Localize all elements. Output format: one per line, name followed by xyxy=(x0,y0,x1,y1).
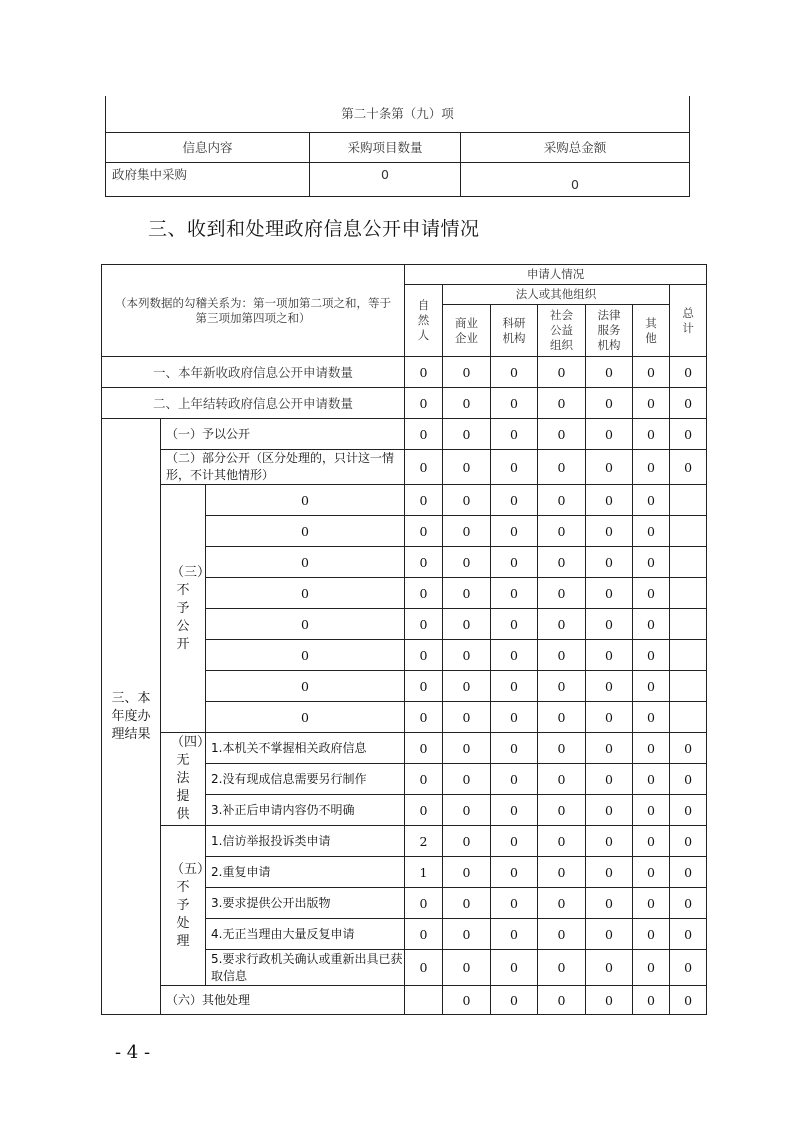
value-cell: 0 xyxy=(405,733,443,764)
value-cell: 0 xyxy=(443,857,491,888)
value-cell: 0 xyxy=(405,609,443,640)
legal-col-header: 商业企业 xyxy=(443,305,491,357)
value-cell: 0 xyxy=(405,388,443,419)
value-cell: 0 xyxy=(586,485,633,516)
value-cell: 0 xyxy=(491,419,538,450)
legal-col-header: 其他 xyxy=(633,305,670,357)
value-cell: 0 xyxy=(538,986,586,1015)
value-cell: 0 xyxy=(443,357,491,388)
value-cell: 0 xyxy=(443,547,491,578)
value-cell: 0 xyxy=(538,919,586,950)
value-cell: 0 xyxy=(670,857,707,888)
value-cell: 0 xyxy=(538,609,586,640)
value-cell: 0 xyxy=(633,888,670,919)
value-cell: 0 xyxy=(670,826,707,857)
value-cell: 0 xyxy=(491,919,538,950)
sub-row-label: 3.要求提供公开出版物 xyxy=(206,888,405,919)
value-cell: 0 xyxy=(586,764,633,795)
value-cell: 0 xyxy=(538,640,586,671)
sub-row-label: 2.没有现成信息需要另行制作 xyxy=(206,764,405,795)
procurement-table xyxy=(105,96,690,197)
value-cell: 0 xyxy=(538,357,586,388)
value-cell: 0 xyxy=(586,826,633,857)
value-cell: 0 xyxy=(443,795,491,826)
value-cell: 0 xyxy=(633,733,670,764)
value-cell: 0 xyxy=(491,671,538,702)
value-cell: 0 xyxy=(443,419,491,450)
value-cell: 0 xyxy=(538,485,586,516)
page-number: - 4 - xyxy=(115,1042,151,1063)
value-cell: 0 xyxy=(491,547,538,578)
value-cell: 0 xyxy=(633,950,670,986)
value-cell xyxy=(670,609,707,640)
value-cell: 0 xyxy=(586,795,633,826)
value-cell: 0 xyxy=(405,578,443,609)
value-cell: 0 xyxy=(443,950,491,986)
procurement-row-amount: 0 xyxy=(461,162,690,196)
value-cell: 0 xyxy=(586,950,633,986)
value-cell: 0 xyxy=(538,388,586,419)
value-cell: 0 xyxy=(405,450,443,485)
value-cell: 0 xyxy=(633,764,670,795)
value-cell: 0 xyxy=(586,640,633,671)
procurement-row-count: 0 xyxy=(310,162,461,196)
value-cell: 0 xyxy=(443,888,491,919)
value-cell: 0 xyxy=(405,764,443,795)
value-cell: 0 xyxy=(491,609,538,640)
value-cell: 0 xyxy=(443,485,491,516)
value-cell: 0 xyxy=(633,702,670,733)
value-cell: 0 xyxy=(670,733,707,764)
value-cell: 0 xyxy=(538,795,586,826)
sub-row-label: 0 xyxy=(206,547,405,578)
sub-row-label: 0 xyxy=(206,516,405,547)
value-cell: 0 xyxy=(538,671,586,702)
value-cell: 0 xyxy=(586,450,633,485)
value-cell: 0 xyxy=(443,826,491,857)
legal-col-header: 科研机构 xyxy=(491,305,538,357)
value-cell: 0 xyxy=(586,733,633,764)
value-cell: 0 xyxy=(443,640,491,671)
value-cell: 0 xyxy=(670,795,707,826)
value-cell: 0 xyxy=(491,733,538,764)
value-cell: 0 xyxy=(633,795,670,826)
value-cell: 0 xyxy=(538,888,586,919)
value-cell: 0 xyxy=(670,888,707,919)
value-cell: 0 xyxy=(491,516,538,547)
value-cell: 0 xyxy=(443,702,491,733)
sub-row-label: 0 xyxy=(206,640,405,671)
value-cell: 0 xyxy=(538,702,586,733)
value-cell: 0 xyxy=(538,547,586,578)
value-cell: 0 xyxy=(538,950,586,986)
value-cell: 0 xyxy=(633,547,670,578)
value-cell xyxy=(670,547,707,578)
sub-row-label: 0 xyxy=(206,702,405,733)
row-disclosed: （一）予以公开 xyxy=(161,419,405,450)
value-cell: 0 xyxy=(491,640,538,671)
value-cell: 0 xyxy=(405,640,443,671)
value-cell: 0 xyxy=(586,609,633,640)
value-cell: 0 xyxy=(491,826,538,857)
procurement-header-count: 采购项目数量 xyxy=(310,132,461,162)
value-cell: 0 xyxy=(586,702,633,733)
legal-col-header: 社会公益组织 xyxy=(538,305,586,357)
sub-row-label: 0 xyxy=(206,609,405,640)
value-cell: 0 xyxy=(586,388,633,419)
value-cell: 0 xyxy=(405,888,443,919)
value-cell: 0 xyxy=(633,578,670,609)
value-cell: 0 xyxy=(491,950,538,986)
row-carried-over: 二、上年结转政府信息公开申请数量 xyxy=(102,388,405,419)
value-cell: 0 xyxy=(405,485,443,516)
row-new-applications: 一、本年新收政府信息公开申请数量 xyxy=(102,357,405,388)
value-cell: 0 xyxy=(633,671,670,702)
value-cell: 0 xyxy=(491,388,538,419)
value-cell: 0 xyxy=(538,764,586,795)
value-cell: 0 xyxy=(586,857,633,888)
value-cell xyxy=(670,702,707,733)
procurement-header-amount: 采购总金额 xyxy=(461,132,690,162)
value-cell: 0 xyxy=(633,857,670,888)
sub-row-label: 4.无正当理由大量反复申请 xyxy=(206,919,405,950)
section-title: 三、收到和处理政府信息公开申请情况 xyxy=(148,218,480,240)
value-cell: 0 xyxy=(538,516,586,547)
legal-col-header: 法律服务机构 xyxy=(586,305,633,357)
value-cell: 0 xyxy=(491,578,538,609)
group-not-disclosed: （三）不予公开 xyxy=(161,485,206,733)
application-stats-table xyxy=(101,264,707,1015)
value-cell: 0 xyxy=(633,516,670,547)
procurement-title: 第二十条第（九）项 xyxy=(106,96,690,132)
sub-row-label: 1.本机关不掌握相关政府信息 xyxy=(206,733,405,764)
value-cell: 0 xyxy=(405,950,443,986)
value-cell: 0 xyxy=(443,919,491,950)
value-cell: 0 xyxy=(633,419,670,450)
value-cell: 0 xyxy=(538,826,586,857)
sub-row-label: 2.重复申请 xyxy=(206,857,405,888)
value-cell: 0 xyxy=(586,516,633,547)
sub-row-label: 3.补正后申请内容仍不明确 xyxy=(206,795,405,826)
value-cell: 0 xyxy=(670,357,707,388)
value-cell: 0 xyxy=(405,671,443,702)
row-other-handling: （六）其他处理 xyxy=(161,986,405,1015)
value-cell: 0 xyxy=(633,826,670,857)
value-cell: 0 xyxy=(633,609,670,640)
value-cell: 0 xyxy=(538,419,586,450)
natural-person-header: 自然人 xyxy=(405,285,443,357)
sub-row-label: 5.要求行政机关确认或重新出具已获取信息 xyxy=(206,950,405,986)
value-cell: 0 xyxy=(443,450,491,485)
value-cell: 0 xyxy=(586,888,633,919)
value-cell: 0 xyxy=(670,388,707,419)
procurement-row-label: 政府集中采购 xyxy=(106,162,310,196)
value-cell: 0 xyxy=(586,919,633,950)
sub-row-label: 0 xyxy=(206,578,405,609)
value-cell xyxy=(670,485,707,516)
applicant-header: 申请人情况 xyxy=(405,265,707,285)
value-cell: 0 xyxy=(491,986,538,1015)
value-cell: 0 xyxy=(633,450,670,485)
value-cell: 0 xyxy=(405,419,443,450)
value-cell: 0 xyxy=(586,578,633,609)
value-cell: 0 xyxy=(586,671,633,702)
value-cell: 0 xyxy=(633,986,670,1015)
value-cell xyxy=(670,578,707,609)
value-cell: 0 xyxy=(633,919,670,950)
value-cell: 0 xyxy=(491,485,538,516)
value-cell: 0 xyxy=(670,450,707,485)
value-cell: 0 xyxy=(405,516,443,547)
value-cell: 0 xyxy=(405,702,443,733)
result-label: 三、本年度办理结果 xyxy=(102,419,161,1015)
value-cell: 0 xyxy=(538,450,586,485)
value-cell: 0 xyxy=(633,388,670,419)
value-cell: 0 xyxy=(586,419,633,450)
value-cell: 0 xyxy=(405,919,443,950)
group-unable-to-provide: （四）无法提供 xyxy=(161,733,206,826)
value-cell: 0 xyxy=(538,857,586,888)
value-cell: 0 xyxy=(443,733,491,764)
value-cell: 0 xyxy=(633,640,670,671)
value-cell: 0 xyxy=(443,671,491,702)
value-cell: 0 xyxy=(405,357,443,388)
value-cell: 0 xyxy=(443,516,491,547)
value-cell: 2 xyxy=(405,826,443,857)
value-cell: 0 xyxy=(491,888,538,919)
value-cell: 0 xyxy=(670,764,707,795)
value-cell xyxy=(670,640,707,671)
value-cell: 0 xyxy=(670,419,707,450)
value-cell xyxy=(670,516,707,547)
value-cell: 0 xyxy=(670,919,707,950)
row-partial-disclosed: （二）部分公开（区分处理的，只计这一情形，不计其他情形） xyxy=(161,450,405,485)
value-cell: 0 xyxy=(633,485,670,516)
sub-row-label: 0 xyxy=(206,485,405,516)
value-cell: 0 xyxy=(443,986,491,1015)
value-cell xyxy=(670,671,707,702)
value-cell: 0 xyxy=(586,357,633,388)
value-cell: 0 xyxy=(491,702,538,733)
table-note: （本列数据的勾稽关系为：第一项加第二项之和，等于第三项加第四项之和） xyxy=(102,265,405,357)
value-cell: 0 xyxy=(491,764,538,795)
sub-row-label: 1.信访举报投诉类申请 xyxy=(206,826,405,857)
legal-entity-header: 法人或其他组织 xyxy=(443,285,670,305)
value-cell: 0 xyxy=(443,609,491,640)
sub-row-label: 0 xyxy=(206,671,405,702)
value-cell: 0 xyxy=(491,450,538,485)
value-cell: 0 xyxy=(633,357,670,388)
value-cell: 0 xyxy=(586,547,633,578)
value-cell: 0 xyxy=(491,857,538,888)
value-cell: 0 xyxy=(670,950,707,986)
group-not-processed: （五）不予处理 xyxy=(161,826,206,986)
value-cell: 0 xyxy=(538,578,586,609)
value-cell: 0 xyxy=(443,764,491,795)
value-cell: 0 xyxy=(670,986,707,1015)
procurement-header-content: 信息内容 xyxy=(106,132,310,162)
value-cell xyxy=(405,986,443,1015)
value-cell: 0 xyxy=(405,547,443,578)
total-header: 总计 xyxy=(670,285,707,357)
value-cell: 0 xyxy=(491,795,538,826)
value-cell: 1 xyxy=(405,857,443,888)
value-cell: 0 xyxy=(491,357,538,388)
value-cell: 0 xyxy=(443,388,491,419)
value-cell: 0 xyxy=(405,795,443,826)
value-cell: 0 xyxy=(586,986,633,1015)
value-cell: 0 xyxy=(443,578,491,609)
value-cell: 0 xyxy=(538,733,586,764)
